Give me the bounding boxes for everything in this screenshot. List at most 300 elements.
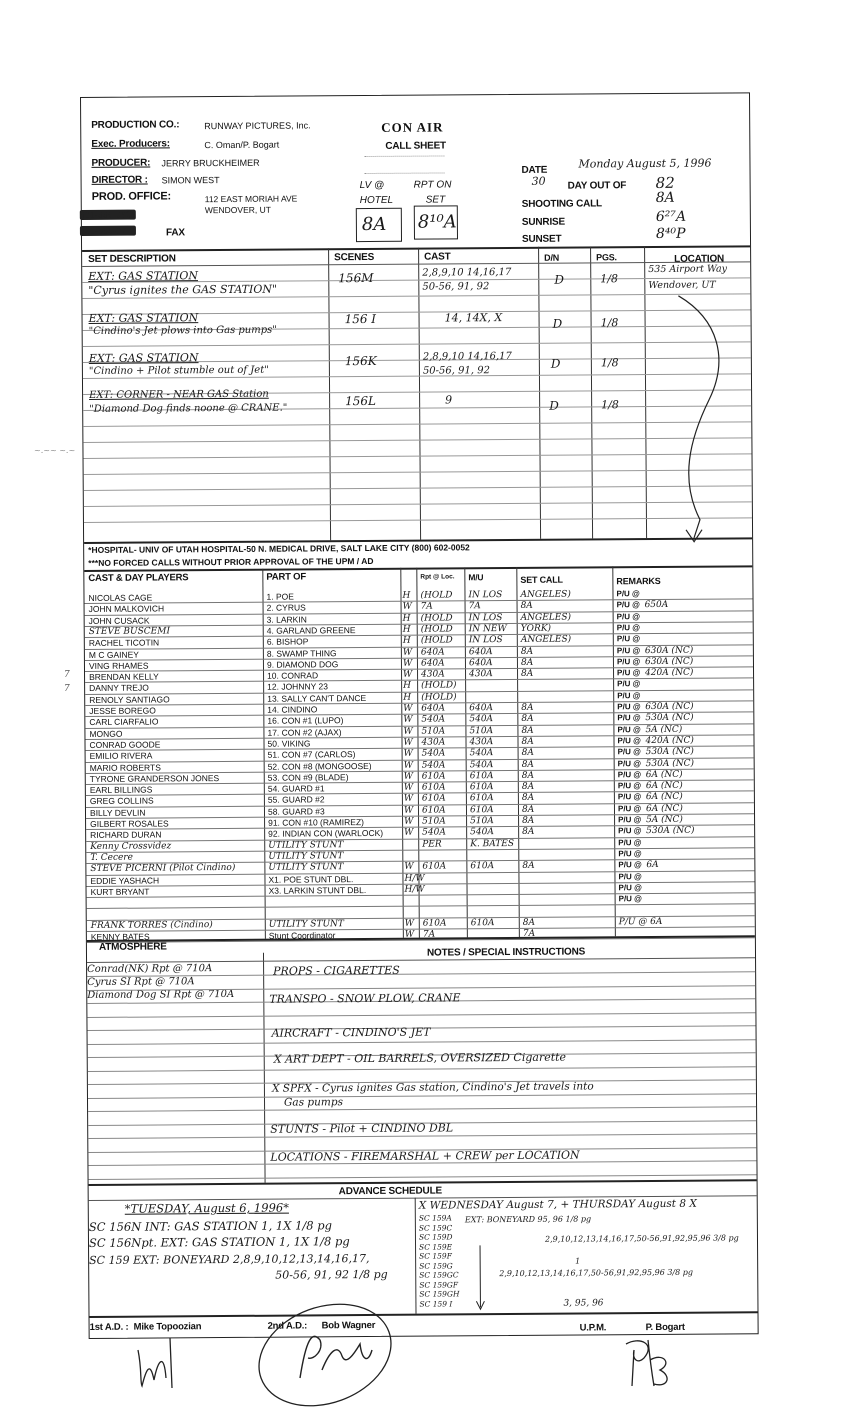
phone-redacted: 801-665-0700 bbox=[79, 225, 137, 237]
advance-schedule-label: ADVANCE SCHEDULE bbox=[338, 1185, 442, 1198]
scene-number: 156K bbox=[344, 353, 377, 369]
cast-status: W bbox=[404, 861, 414, 872]
pickup-label: P/U @ bbox=[616, 600, 640, 610]
cast-name: NICOLAS CAGE bbox=[88, 592, 153, 603]
margin-mark: ~.~~ ~.~ bbox=[34, 446, 76, 455]
pickup-label: P/U @ bbox=[617, 690, 641, 700]
cast-set: YORK) bbox=[520, 623, 552, 634]
scene-cast: 50-56, 91, 92 bbox=[422, 281, 490, 293]
cast-rpt: 610A bbox=[421, 782, 446, 793]
cast-mu: 610A bbox=[469, 804, 494, 815]
lv-label: LV @ bbox=[359, 179, 385, 192]
cast-remark: 5A (NC) bbox=[646, 814, 683, 826]
cast-status: W bbox=[403, 737, 413, 748]
cast-rpt: (HOLD) bbox=[421, 680, 457, 692]
pickup-label: P/U @ bbox=[616, 611, 641, 621]
scene-number: 156 I bbox=[344, 311, 377, 327]
cast-rpt: 540A bbox=[421, 714, 446, 725]
stamp-mark bbox=[364, 155, 444, 174]
note-aircraft: AIRCRAFT - CINDINO'S JET bbox=[271, 1025, 431, 1040]
scene-pages: 1/8 bbox=[600, 272, 619, 286]
cast-name: KURT BRYANT bbox=[90, 886, 150, 897]
atmosphere-line: Diamond Dog SI Rpt @ 710A bbox=[87, 988, 235, 1001]
exec-producers: C. Oman/P. Bogart bbox=[204, 139, 280, 151]
cast-status: W bbox=[402, 601, 412, 613]
cast-rpt: 7A bbox=[420, 601, 433, 612]
cast-rpt: 7A bbox=[422, 929, 436, 940]
sunset-label: SUNSET bbox=[521, 233, 562, 245]
prod-office-label: PROD. OFFICE: bbox=[91, 190, 172, 203]
cast-mu: IN LOS bbox=[468, 635, 503, 646]
divider bbox=[87, 957, 755, 963]
cast-mu: 610A bbox=[470, 917, 495, 928]
col-scenes: SCENES bbox=[334, 251, 375, 264]
cast-status: H bbox=[402, 590, 411, 601]
cast-mu: IN NEW bbox=[468, 623, 507, 635]
cast-mu: 640A bbox=[469, 703, 493, 714]
cast-mu: 610A bbox=[469, 782, 494, 793]
scene-number: 156L bbox=[345, 393, 377, 409]
cast-rpt: 610A bbox=[421, 805, 446, 816]
cast-name: CONRAD GOODE bbox=[89, 739, 161, 750]
cast-set: 8A bbox=[520, 646, 534, 657]
col-set-call: SET CALL bbox=[520, 574, 563, 585]
advance-scene: SC 159A bbox=[418, 1213, 452, 1223]
scene-cast: 2,8,9,10 14,16,17 bbox=[422, 266, 512, 279]
cast-part: 6. BISHOP bbox=[266, 636, 309, 647]
pickup-label: P/U @ bbox=[617, 769, 642, 780]
signature-second-ad bbox=[250, 1300, 400, 1410]
scene-pages: 1/8 bbox=[601, 398, 619, 412]
scene-dn: D bbox=[554, 272, 564, 287]
cast-rpt: 540A bbox=[422, 827, 446, 838]
cast-name: T. Cecere bbox=[90, 852, 133, 863]
cast-rpt: 610A bbox=[421, 771, 446, 782]
location-arrow bbox=[648, 289, 740, 552]
scene-pages: 1/8 bbox=[600, 316, 619, 330]
cast-mu: IN LOS bbox=[468, 612, 503, 623]
cast-rpt: (HOLD bbox=[420, 590, 453, 601]
fax-label: FAX bbox=[165, 227, 185, 239]
cast-rpt: 430A bbox=[421, 737, 446, 748]
divider bbox=[89, 1174, 757, 1180]
cast-remark: 420A (NC) bbox=[645, 735, 694, 746]
cast-mu: 640A bbox=[468, 646, 493, 657]
advance-day2-header: X WEDNESDAY August 7, + THURSDAY August 8 X bbox=[418, 1197, 697, 1212]
pickup-label: P/U @ bbox=[617, 679, 641, 689]
scene-set: EXT: GAS STATION bbox=[88, 311, 199, 325]
cast-set: 8A bbox=[521, 714, 534, 725]
cast-mu: 430A bbox=[469, 737, 494, 748]
cast-rpt: PER bbox=[422, 839, 442, 850]
cast-part: 58. GUARD #3 bbox=[267, 805, 325, 817]
cast-remark: 6A (NC) bbox=[645, 792, 683, 803]
cast-status: W bbox=[403, 703, 413, 714]
date-value: Monday August 5, 1996 bbox=[578, 156, 712, 171]
cast-set: 8A bbox=[521, 793, 535, 804]
cast-part: 51. CON #7 (CARLOS) bbox=[267, 749, 356, 760]
col-mu: M/U bbox=[468, 572, 484, 583]
cast-set: ANGELES) bbox=[520, 612, 572, 623]
cast-status: H/W bbox=[404, 884, 425, 895]
cast-part: 54. GUARD #1 bbox=[267, 783, 325, 794]
advance-day1-row: SC 156Npt. EXT: GAS STATION 1, 1X 1/8 pg bbox=[88, 1234, 350, 1250]
divider bbox=[415, 1198, 417, 1314]
cast-mu: 540A bbox=[469, 759, 494, 770]
cast-part: Stunt Coordinator bbox=[268, 930, 336, 941]
sunrise: 6²⁷A bbox=[655, 208, 687, 225]
divider bbox=[85, 678, 753, 684]
cast-status: W bbox=[403, 760, 413, 771]
cast-name: Kenny Crossvidez bbox=[90, 840, 172, 852]
cast-name: STEVE PICERNI (Pilot Cindino) bbox=[90, 863, 236, 875]
cast-status: W bbox=[403, 726, 413, 737]
cast-name: BRENDAN KELLY bbox=[89, 671, 159, 683]
set-label: SET bbox=[425, 194, 446, 206]
scene-set: EXT: GAS STATION bbox=[88, 351, 199, 365]
pickup-label: P/U @ bbox=[618, 882, 642, 893]
cast-set: 8A bbox=[521, 725, 534, 736]
advance-scene: SC 159G bbox=[419, 1260, 453, 1271]
advance-scene: SC 159F bbox=[419, 1251, 452, 1261]
cast-status: W bbox=[403, 714, 413, 726]
call-sheet bbox=[80, 92, 759, 1339]
cast-remark: 6A bbox=[646, 860, 659, 871]
cast-part: UTILITY STUNT bbox=[268, 862, 344, 873]
cast-remark: 530A (NC) bbox=[646, 826, 695, 837]
scene-description: "Cindino's Jet plows into Gas pumps" bbox=[88, 324, 277, 337]
divider bbox=[85, 610, 753, 616]
col-cast: CAST bbox=[424, 251, 451, 263]
cast-part: 10. CONRAD bbox=[267, 670, 319, 681]
cast-part: 1. POE bbox=[266, 591, 294, 602]
upm: P. Bogart bbox=[645, 1321, 685, 1334]
scene-number: 156M bbox=[338, 270, 374, 286]
col-set-description: SET DESCRIPTION bbox=[88, 253, 176, 265]
scene-cast: 2,8,9,10 14,16,17 bbox=[422, 350, 512, 363]
location-city: Wendover, UT bbox=[648, 279, 716, 292]
advance-note: 2,9,10,12,13,14,16,17,50-56,91,92,95,96 3/8 pg bbox=[544, 1233, 739, 1244]
pickup-label: P/U @ bbox=[618, 848, 642, 859]
cast-rpt: 610A bbox=[422, 918, 447, 929]
cast-row bbox=[84, 588, 752, 603]
cast-rpt: (HOLD bbox=[420, 635, 453, 646]
cast-mu: 540A bbox=[469, 714, 494, 725]
hotel-label: HOTEL bbox=[359, 194, 394, 207]
cast-part: 16. CON #1 (LUPO) bbox=[267, 715, 344, 727]
advance-note: 1 bbox=[575, 1256, 581, 1266]
margin-mark: 7 bbox=[64, 684, 70, 694]
divider bbox=[644, 246, 647, 538]
pickup-label: P/U @ bbox=[616, 645, 641, 655]
day-out-label: DAY OUT OF bbox=[567, 180, 627, 192]
day-out-number: 30 bbox=[531, 174, 546, 188]
cast-name: BILLY DEVLIN bbox=[89, 807, 146, 818]
producer: JERRY BRUCKHEIMER bbox=[161, 157, 260, 169]
cast-mu: 610A bbox=[469, 793, 494, 804]
cast-name: KENNY BATES bbox=[90, 931, 150, 942]
cast-part: 13. SALLY CAN'T DANCE bbox=[267, 692, 367, 704]
pickup-label: P/U @ bbox=[616, 656, 641, 667]
prod-office-line1: 112 EAST MORIAH AVE bbox=[204, 193, 298, 205]
cast-name: MARIO ROBERTS bbox=[89, 761, 161, 773]
cast-rpt: 640A bbox=[421, 703, 446, 714]
cast-set: 8A bbox=[522, 827, 535, 838]
cast-status: W bbox=[402, 658, 413, 669]
pickup-label: P/U @ bbox=[617, 713, 641, 723]
day-out-total: 82 bbox=[655, 173, 675, 192]
cast-mu: 610A bbox=[470, 861, 495, 872]
cast-set: ANGELES) bbox=[520, 634, 572, 646]
scene-cast: 9 bbox=[445, 393, 453, 407]
pickup-label: P/U @ bbox=[617, 792, 642, 802]
cast-status: W bbox=[403, 794, 414, 805]
cast-status: W bbox=[404, 827, 414, 839]
cast-status: W bbox=[403, 669, 413, 680]
sunrise-label: SUNRISE bbox=[521, 216, 565, 228]
divider bbox=[86, 836, 754, 842]
call-sheet-title: CALL SHEET bbox=[385, 140, 446, 152]
signature-upm bbox=[620, 1330, 680, 1390]
notes-label: NOTES / SPECIAL INSTRUCTIONS bbox=[426, 946, 586, 959]
cast-status: W bbox=[402, 647, 413, 658]
note-spfx: X SPFX - Cyrus ignites Gas station, Cindino's Jet travels into bbox=[271, 1080, 594, 1095]
advance-note: EXT: BONEYARD 95, 96 1/8 pg bbox=[464, 1214, 592, 1225]
advance-note: 3, 95, 96 bbox=[563, 1298, 604, 1309]
pickup-label: P/U @ bbox=[617, 747, 641, 757]
cast-set: 8A bbox=[521, 781, 535, 793]
first-ad: Mike Topoozian bbox=[133, 1321, 202, 1333]
divider bbox=[88, 1066, 756, 1072]
cast-remark: 6A (NC) bbox=[645, 780, 683, 792]
note-props: PROPS - CIGARETTES bbox=[273, 963, 400, 978]
cast-part: 9. DIAMOND DOG bbox=[266, 659, 339, 670]
cast-set: 8A bbox=[521, 759, 534, 770]
cast-part: UTILITY STUNT bbox=[268, 851, 344, 862]
divider bbox=[590, 246, 593, 538]
lv-time: 8A bbox=[361, 213, 387, 236]
scene-dn: D bbox=[552, 316, 563, 331]
divider bbox=[82, 245, 750, 252]
cast-part: 91. CON #10 (RAMIREZ) bbox=[268, 817, 364, 828]
divider bbox=[88, 1093, 756, 1099]
cast-set: 8A bbox=[521, 668, 534, 680]
pickup-label: P/U @ bbox=[618, 826, 642, 836]
cast-name: EARL BILLINGS bbox=[89, 784, 153, 796]
sunset: 8⁴⁰P bbox=[655, 225, 686, 242]
cast-part: UTILITY STUNT bbox=[268, 918, 344, 930]
cast-mu: 540A bbox=[469, 748, 494, 759]
production-co-label: PRODUCTION CO.: bbox=[91, 119, 180, 131]
scene-dn: D bbox=[550, 356, 561, 371]
pickup-label: P/U @ bbox=[618, 815, 642, 825]
cast-set: 8A bbox=[521, 748, 534, 759]
rpt-on-label: RPT ON bbox=[413, 179, 452, 191]
scene-description: "Diamond Dog finds noone @ CRANE." bbox=[89, 402, 288, 415]
second-ad-label: 2nd A.D.: bbox=[267, 1320, 308, 1332]
advance-scene: SC 159E bbox=[419, 1241, 453, 1252]
shooting-call-label: SHOOTING CALL bbox=[521, 198, 602, 210]
col-dn: D/N bbox=[544, 252, 560, 263]
cast-status: H bbox=[402, 624, 411, 635]
advance-day1-header: *TUESDAY, August 6, 1996* bbox=[124, 1200, 289, 1216]
advance-day1-row: 50-56, 91, 92 1/8 pg bbox=[275, 1267, 388, 1282]
cast-set: ANGELES) bbox=[520, 589, 571, 600]
cast-set: 8A bbox=[522, 815, 535, 826]
divider bbox=[418, 248, 421, 540]
divider bbox=[88, 1039, 756, 1045]
cast-status: W bbox=[403, 782, 414, 793]
shooting-call: 8A bbox=[655, 189, 675, 206]
cast-part: 50. VIKING bbox=[267, 738, 311, 749]
cast-name: TYRONE GRANDERSON JONES bbox=[89, 772, 220, 784]
cast-mu: 640A bbox=[468, 657, 493, 669]
divider bbox=[538, 247, 541, 539]
col-remarks: REMARKS bbox=[616, 575, 661, 587]
cast-remark: P/U @ 6A bbox=[618, 916, 663, 927]
note-art-dept: X ART DEPT - OIL BARRELS, OVERSIZED Cigarette bbox=[273, 1050, 567, 1066]
cast-name: DANNY TREJO bbox=[89, 682, 149, 694]
cast-part: 52. CON #8 (MONGOOSE) bbox=[267, 760, 372, 772]
advance-scene: SC 159D bbox=[418, 1232, 453, 1242]
cast-rpt: 430A bbox=[421, 669, 445, 680]
divider bbox=[85, 633, 753, 639]
cast-rpt: (HOLD) bbox=[421, 692, 457, 703]
note-spfx-cont: Gas pumps bbox=[283, 1096, 344, 1109]
cast-name: CARL CIARFALIO bbox=[89, 716, 159, 728]
atmosphere-line: Conrad(NK) Rpt @ 710A bbox=[87, 963, 213, 975]
hospital-info: *HOSPITAL- UNIV OF UTAH HOSPITAL-50 N. MEDICAL DRIVE, SALT LAKE CITY (800) 602-0052 bbox=[88, 542, 470, 555]
scene-cast: 14, 14X, X bbox=[444, 311, 503, 325]
director-label: DIRECTOR : bbox=[91, 174, 148, 186]
cast-part: X1. POE STUNT DBL. bbox=[268, 873, 354, 885]
cast-rpt: 640A bbox=[420, 646, 445, 658]
cast-remark: 6A (NC) bbox=[645, 769, 683, 780]
advance-scene: SC 159GH bbox=[419, 1289, 460, 1299]
scene-set: EXT: GAS STATION bbox=[88, 269, 199, 283]
divider bbox=[87, 904, 755, 910]
col-pgs: PGS. bbox=[596, 252, 617, 263]
director: SIMON WEST bbox=[161, 175, 220, 186]
cast-remark: 420A (NC) bbox=[645, 667, 694, 679]
cast-set: 8A bbox=[521, 736, 534, 747]
cast-part: 2. CYRUS bbox=[266, 602, 306, 614]
col-location: LOCATION bbox=[674, 253, 725, 265]
cast-name: GILBERT ROSALES bbox=[90, 818, 169, 829]
down-arrow-icon bbox=[475, 1245, 485, 1315]
cast-status: W bbox=[404, 929, 415, 940]
cast-rpt: 610A bbox=[421, 793, 446, 805]
cast-name: STEVE BUSCEMI bbox=[88, 626, 171, 637]
cast-remark: 630A (NC) bbox=[644, 656, 694, 667]
cast-remark: 5A (NC) bbox=[645, 724, 683, 735]
signature-first-ad bbox=[130, 1330, 190, 1390]
cast-mu: 540A bbox=[470, 827, 494, 838]
cast-status: H bbox=[402, 613, 411, 624]
cast-name: M C GAINEY bbox=[88, 649, 139, 660]
cast-part: 92. INDIAN CON (WARLOCK) bbox=[268, 828, 384, 840]
advance-day1-row: SC 159 EXT: BONEYARD 2,8,9,10,12,13,14,16,17, bbox=[89, 1252, 370, 1267]
col-part-of: PART OF bbox=[266, 571, 306, 583]
advance-scene: SC 159GC bbox=[419, 1270, 459, 1280]
cast-part: 14. CINDINO bbox=[267, 704, 318, 715]
cast-name: GREG COLLINS bbox=[89, 795, 154, 807]
rpt-time: 8¹⁰A bbox=[417, 211, 457, 233]
cast-set: 8A bbox=[520, 657, 534, 668]
pickup-label: P/U @ bbox=[617, 758, 642, 768]
divider bbox=[86, 847, 754, 853]
pickup-label: P/U @ bbox=[616, 589, 640, 599]
atmosphere-line: Cyrus SI Rpt @ 710A bbox=[87, 976, 195, 988]
cast-remark: 630A (NC) bbox=[644, 645, 694, 656]
pickup-label: P/U @ bbox=[617, 803, 642, 813]
cast-set: 8A bbox=[522, 861, 535, 872]
second-ad: Bob Wagner bbox=[321, 1319, 376, 1332]
cast-rpt: 510A bbox=[422, 816, 446, 827]
advance-scene: SC 159 I bbox=[419, 1298, 453, 1309]
cast-status: H bbox=[403, 692, 412, 703]
scene-description: "Cindino + Pilot stumble out of Jet" bbox=[88, 364, 269, 377]
cast-mu: K. BATES bbox=[470, 838, 515, 849]
notes-ruling bbox=[81, 93, 749, 98]
first-ad-label: 1st A.D. : bbox=[89, 1321, 129, 1333]
cast-status: W bbox=[404, 918, 415, 929]
col-rpt-loc: Rpt @ Loc. bbox=[420, 573, 455, 581]
cast-part: 17. CON #2 (AJAX) bbox=[267, 726, 342, 738]
pickup-label: P/U @ bbox=[616, 634, 641, 644]
cast-remark: 6A (NC) bbox=[645, 803, 683, 814]
cast-status: H bbox=[403, 681, 412, 692]
pickup-label: P/U @ bbox=[617, 724, 641, 734]
cast-part: UTILITY STUNT bbox=[268, 839, 344, 851]
cast-set: 8A bbox=[521, 770, 535, 781]
cast-name: JESSE BOREGO bbox=[89, 705, 156, 716]
cast-remark: 530A (NC) bbox=[645, 713, 694, 724]
cast-set: 7A bbox=[522, 928, 536, 939]
upm-label: U.P.M. bbox=[579, 1322, 607, 1334]
cast-set: 8A bbox=[521, 702, 534, 713]
pickup-label: P/U @ bbox=[617, 735, 641, 746]
cast-mu: 510A bbox=[469, 725, 494, 736]
pickup-label: P/U @ bbox=[617, 781, 642, 791]
advance-day1-row: SC 156N INT: GAS STATION 1, 1X 1/8 pg bbox=[88, 1218, 332, 1234]
divider bbox=[88, 1106, 756, 1112]
cast-status: H/W bbox=[404, 873, 425, 884]
cast-name: EMILIO RIVERA bbox=[89, 750, 153, 762]
exec-producers-label: Exec. Producers: bbox=[91, 138, 170, 150]
cast-part: 3. LARKIN bbox=[266, 614, 307, 625]
film-title: CON AIR bbox=[381, 119, 444, 135]
prod-office-line2: WENDOVER, UT bbox=[204, 204, 271, 216]
cast-rpt: 540A bbox=[421, 759, 446, 771]
pickup-label: P/U @ bbox=[617, 702, 641, 712]
pickup-label: P/U @ bbox=[618, 860, 642, 870]
scene-description: "Cyrus ignites the GAS STATION" bbox=[88, 282, 278, 297]
cast-remark: 530A (NC) bbox=[645, 746, 694, 758]
cast-part: 53. CON #9 (BLADE) bbox=[267, 771, 349, 783]
note-locations: LOCATIONS - FIREMARSHAL + CREW per LOCATION bbox=[270, 1148, 580, 1164]
note-transpo: TRANSPO - SNOW PLOW, CRANE bbox=[269, 991, 461, 1006]
divider bbox=[85, 621, 753, 627]
scene-cast: 50-56, 91, 92 bbox=[422, 365, 490, 377]
cast-remark: 530A (NC) bbox=[645, 758, 695, 769]
cast-remark: 630A (NC) bbox=[645, 701, 694, 713]
cast-mu: IN LOS bbox=[468, 590, 503, 601]
divider bbox=[87, 1012, 755, 1018]
advance-scene: SC 159C bbox=[418, 1222, 453, 1233]
cast-status: W bbox=[404, 816, 414, 827]
divider bbox=[85, 689, 753, 695]
